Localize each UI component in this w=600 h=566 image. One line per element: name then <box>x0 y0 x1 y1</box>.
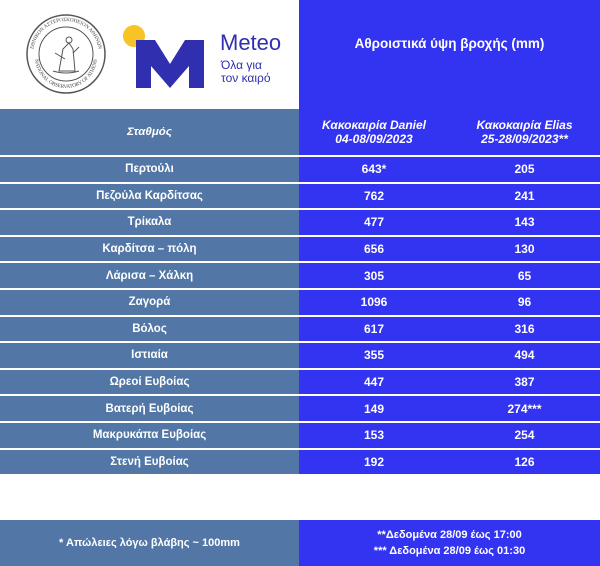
station-name: Ωρεοί Ευβοίας <box>0 370 299 395</box>
elias-value: 130 <box>514 242 535 257</box>
table-row <box>0 184 600 211</box>
column-header-daniel <box>299 109 449 155</box>
daniel-value: 1096 <box>360 295 388 310</box>
table-header-row <box>0 109 600 157</box>
rainfall-values <box>299 184 600 209</box>
footnote-right-2: *** Δεδομένα 28/09 έως 01:30 <box>373 545 526 557</box>
footnote-right <box>299 520 600 566</box>
station-name: Καρδίτσα – πόλη <box>0 237 299 262</box>
table-row <box>0 423 600 450</box>
station-name: Στενή Ευβοίας <box>0 450 299 475</box>
daniel-value: 617 <box>363 321 385 336</box>
logo-panel <box>0 0 299 109</box>
daniel-value: 447 <box>363 375 385 390</box>
table-row <box>0 157 600 184</box>
station-name: Βόλος <box>0 317 299 342</box>
column-header-station: Σταθμός <box>0 109 299 155</box>
page-title: Αθροιστικά ύψη βροχής (mm) <box>354 36 545 51</box>
elias-value: 65 <box>517 268 532 283</box>
seal-text-top: ΕΘΝΙΚΟΝ ΑΣΤΕΡΟΣΚΟΠΕΙΟΝ ΑΘΗΝΩΝ <box>29 16 103 50</box>
elias-value: 274*** <box>507 401 542 416</box>
column-headers-storms <box>299 109 600 155</box>
meteo-tagline-line1: Όλα για <box>221 58 262 72</box>
table-row <box>0 290 600 317</box>
daniel-value: 762 <box>363 188 385 203</box>
rainfall-values <box>299 210 600 235</box>
station-name: Ζαγορά <box>0 290 299 315</box>
elias-value: 143 <box>514 215 535 230</box>
rainfall-values <box>299 423 600 448</box>
rainfall-table <box>0 109 600 476</box>
daniel-value: 355 <box>363 348 385 363</box>
station-name: Τρίκαλα <box>0 210 299 235</box>
elias-value: 205 <box>514 162 535 177</box>
daniel-value: 305 <box>363 268 385 283</box>
footnotes <box>0 520 600 566</box>
rainfall-values <box>299 237 600 262</box>
rainfall-values <box>299 317 600 342</box>
station-name: Μακρυκάπα Ευβοίας <box>0 423 299 448</box>
footnote-left: * Απώλειες λόγω βλάβης ~ 100mm <box>0 520 299 566</box>
observatory-seal-logo <box>25 13 107 95</box>
station-name: Λάρισα – Χάλκη <box>0 263 299 288</box>
daniel-value: 477 <box>363 215 385 230</box>
rainfall-values <box>299 450 600 475</box>
meteo-wordmark: Meteo <box>220 30 282 55</box>
elias-value: 96 <box>517 295 532 310</box>
rainfall-values <box>299 290 600 315</box>
meteo-tagline <box>221 59 271 85</box>
daniel-value: 643* <box>361 162 387 177</box>
rainfall-values <box>299 157 600 182</box>
daniel-value: 153 <box>363 428 385 443</box>
elias-value: 126 <box>514 454 535 469</box>
elias-value: 316 <box>514 321 535 336</box>
table-row <box>0 237 600 264</box>
column-header-elias <box>449 109 600 155</box>
elias-value: 241 <box>514 188 535 203</box>
elias-value: 387 <box>514 375 535 390</box>
elias-dates: 25-28/09/2023** <box>481 132 568 146</box>
station-name: Ιστιαία <box>0 343 299 368</box>
daniel-value: 192 <box>363 454 385 469</box>
table-body <box>0 157 600 476</box>
table-row <box>0 450 600 477</box>
elias-value: 494 <box>514 348 535 363</box>
station-name: Βατερή Ευβοίας <box>0 396 299 421</box>
station-name: Πεζούλα Καρδίτσας <box>0 184 299 209</box>
seal-text-bottom: NATIONAL OBSERVATORY OF ATHENS <box>33 58 99 91</box>
rainfall-values <box>299 343 600 368</box>
elias-name: Κακοκαιρία Elias <box>476 118 573 132</box>
table-row <box>0 317 600 344</box>
rainfall-values <box>299 370 600 395</box>
title-panel <box>299 0 600 109</box>
daniel-value: 656 <box>363 242 385 257</box>
elias-value: 254 <box>514 428 535 443</box>
table-row <box>0 263 600 290</box>
rainfall-values <box>299 396 600 421</box>
daniel-name: Κακοκαιρία Daniel <box>321 118 427 132</box>
table-row <box>0 210 600 237</box>
table-row <box>0 370 600 397</box>
rainfall-values <box>299 263 600 288</box>
daniel-dates: 04-08/09/2023 <box>335 132 413 146</box>
daniel-value: 149 <box>363 401 385 416</box>
meteo-tagline-line2: τον καιρό <box>221 71 271 85</box>
footnote-right-1: **Δεδομένα 28/09 έως 17:00 <box>377 529 522 541</box>
table-row <box>0 396 600 423</box>
station-name: Περτούλι <box>0 157 299 182</box>
table-row <box>0 343 600 370</box>
